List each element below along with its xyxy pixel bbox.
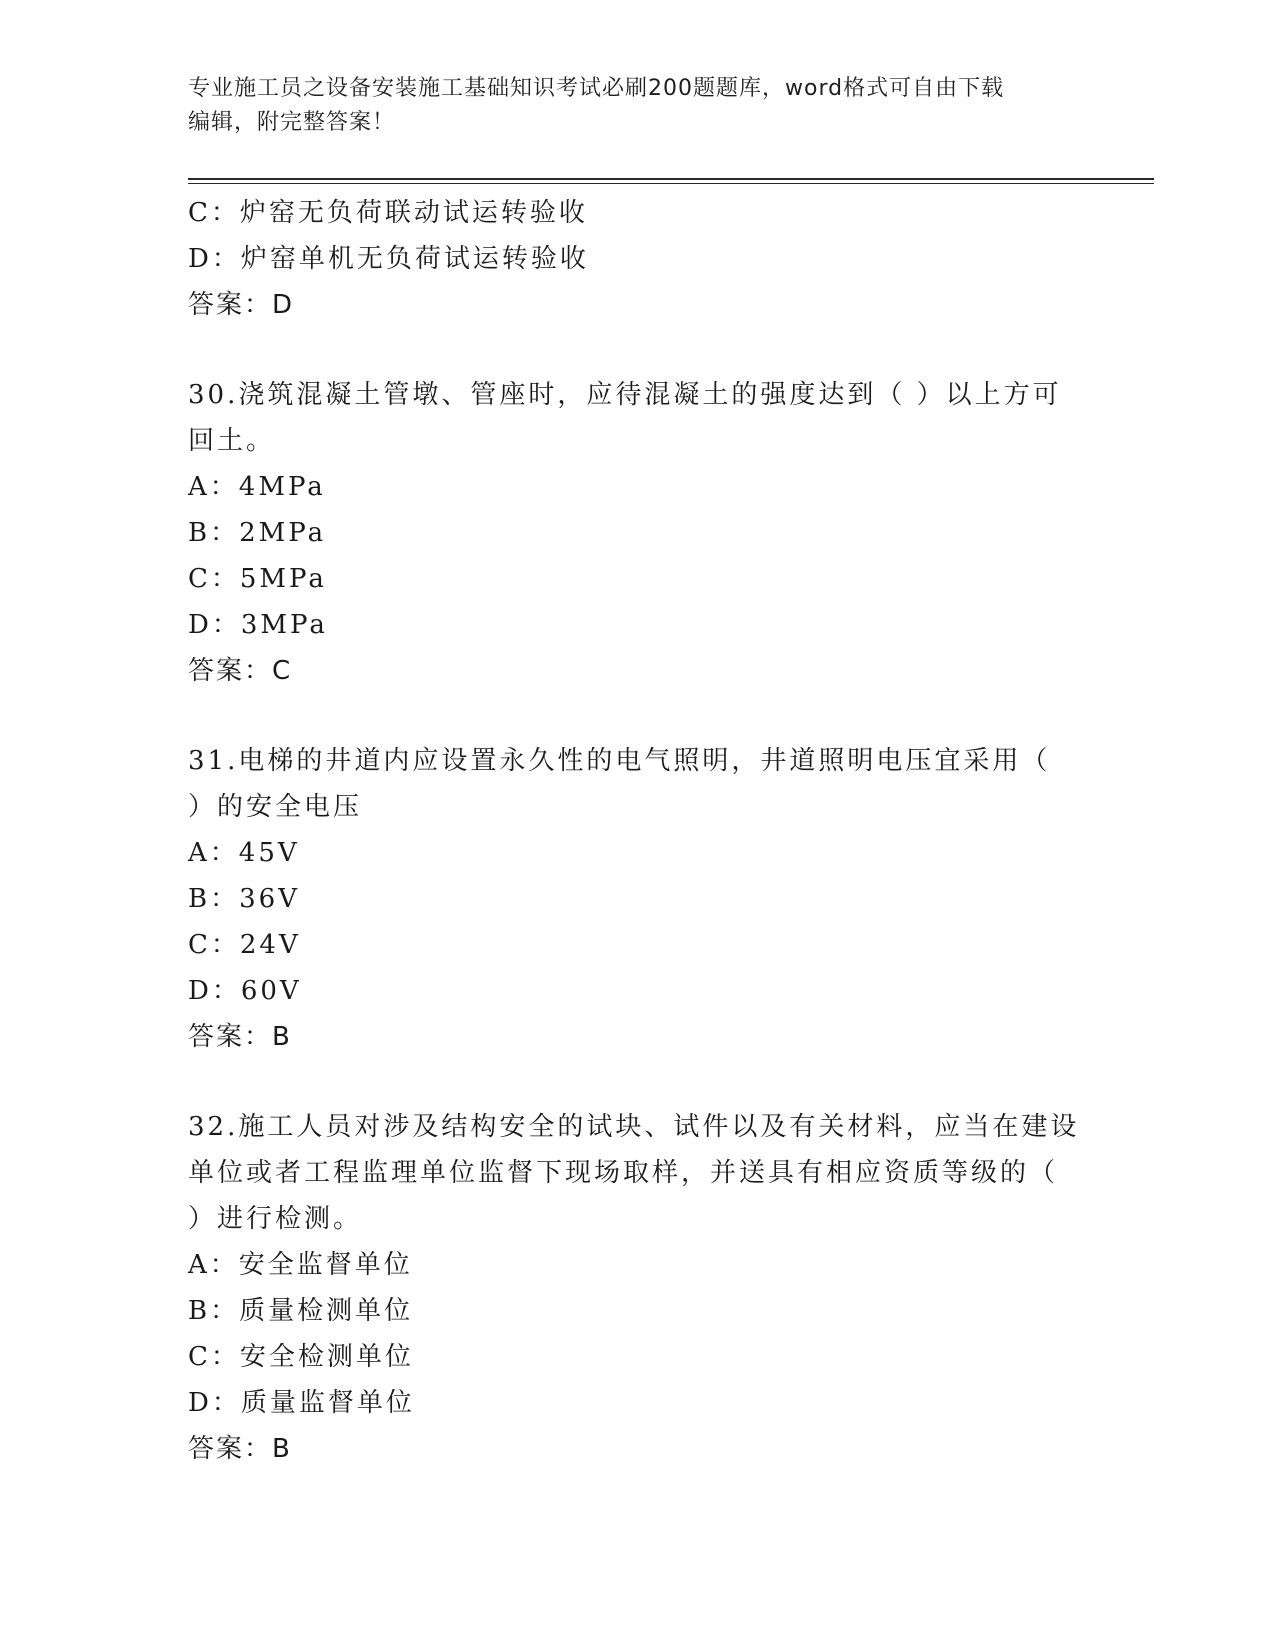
header-divider-thin bbox=[188, 183, 1154, 184]
option-c: C：24V bbox=[188, 930, 301, 960]
question-stem-continued: ）进行检测。 bbox=[188, 1204, 363, 1234]
option-c: C：炉窑无负荷联动试运转验收 bbox=[188, 198, 588, 228]
question-stem-continued: 单位或者工程监理单位监督下现场取样，并送具有相应资质等级的（ bbox=[188, 1158, 1059, 1188]
question-stem: 30.浇筑混凝土管墩、管座时，应待混凝土的强度达到（ ）以上方可 bbox=[188, 380, 1062, 410]
option-d: D：炉窑单机无负荷试运转验收 bbox=[188, 244, 589, 274]
question-stem: 31.电梯的井道内应设置永久性的电气照明，井道照明电压宜采用（ bbox=[188, 746, 1051, 776]
question-31 bbox=[188, 738, 1088, 1060]
question-29-tail bbox=[188, 190, 1088, 328]
header-title-line-2: 编辑，附完整答案！ bbox=[188, 110, 396, 135]
document-header bbox=[188, 72, 1088, 140]
option-b: B：质量检测单位 bbox=[188, 1296, 414, 1326]
answer-line: 答案：C bbox=[188, 656, 293, 686]
question-stem-continued: ）的安全电压 bbox=[188, 792, 363, 822]
option-d: D：3MPa bbox=[188, 610, 328, 640]
answer-line: 答案：B bbox=[188, 1434, 292, 1464]
option-d: D：质量监督单位 bbox=[188, 1388, 415, 1418]
option-c: C：安全检测单位 bbox=[188, 1342, 414, 1372]
option-a: A：4MPa bbox=[188, 472, 326, 502]
question-30 bbox=[188, 372, 1088, 694]
option-b: B：36V bbox=[188, 884, 300, 914]
question-stem-continued: 回土。 bbox=[188, 426, 276, 456]
option-c: C：5MPa bbox=[188, 564, 327, 594]
question-32 bbox=[188, 1104, 1088, 1472]
option-a: A：45V bbox=[188, 838, 300, 868]
question-list bbox=[188, 190, 1088, 1472]
option-a: A：安全监督单位 bbox=[188, 1250, 413, 1280]
option-b: B：2MPa bbox=[188, 518, 327, 548]
answer-line: 答案：D bbox=[188, 290, 295, 320]
option-d: D：60V bbox=[188, 976, 302, 1006]
header-title-line-1: 专业施工员之设备安装施工基础知识考试必刷200题题库，word格式可自由下载 bbox=[188, 76, 1005, 101]
question-stem: 32.施工人员对涉及结构安全的试块、试件以及有关材料，应当在建设 bbox=[188, 1112, 1080, 1142]
answer-line: 答案：B bbox=[188, 1022, 292, 1052]
header-divider-thick bbox=[188, 178, 1154, 180]
